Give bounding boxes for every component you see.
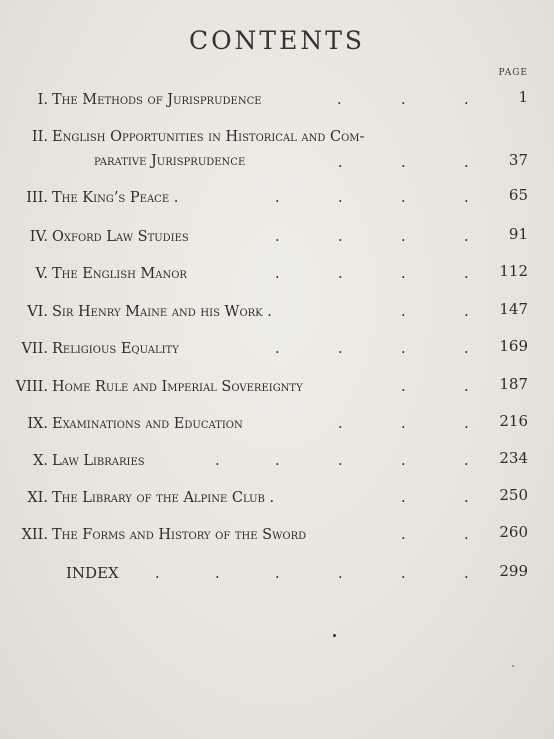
chapter-title: Law Libraries (52, 453, 145, 469)
chapter-number: III. (26, 190, 48, 206)
ink-speck (333, 634, 336, 637)
page-number: 260 (499, 523, 528, 541)
page-number: 112 (499, 262, 528, 280)
toc-entry: IV. Oxford Law Studies . . . . 91 (29, 225, 528, 245)
chapter-number: I. (37, 92, 48, 108)
page-column-label: PAGE (498, 68, 528, 78)
chapter-title: Oxford Law Studies (52, 229, 189, 245)
chapter-number: X. (33, 453, 48, 469)
page-number: 91 (508, 225, 528, 243)
page-number: 187 (499, 375, 528, 393)
toc-entry: IX. Examinations and Education . . . 216 (27, 412, 528, 432)
chapter-number: VI. (27, 304, 48, 320)
page-number: 1 (518, 88, 528, 106)
toc-entry: III. The King’s Peace . . . . . 65 (26, 186, 528, 206)
toc-entry: XI. The Library of the Alpine Club . . . 250 (27, 486, 528, 506)
page-number: 169 (499, 337, 528, 355)
toc-entry: V. The English Manor . . . . 112 (35, 262, 528, 282)
chapter-title: Home Rule and Imperial Sovereignty (52, 379, 303, 395)
chapter-title: Examinations and Education (52, 416, 243, 432)
chapter-number: IV. (29, 229, 48, 245)
chapter-title: The Library of the Alpine Club . (52, 490, 275, 506)
chapter-number: VII. (21, 341, 48, 357)
chapter-title: The Forms and History of the Sword (52, 527, 307, 543)
chapter-title: The Methods of Jurisprudence (52, 92, 262, 108)
page-number: 65 (508, 186, 528, 204)
chapter-number: V. (35, 266, 48, 282)
chapter-title: English Opportunities in Historical and Com- (52, 129, 365, 145)
toc-entry: X. Law Libraries . . . . . 234 (33, 449, 528, 469)
page-number: 216 (499, 412, 528, 430)
chapter-title: Sir Henry Maine and his Work . (52, 304, 272, 320)
chapter-title: INDEX (66, 564, 119, 582)
toc-entry: XII. The Forms and History of the Sword . . 260 (21, 523, 528, 543)
toc-entry: II. English Opportunities in Historical and Com- parative Jurisprudence . . . 37 (31, 129, 528, 171)
chapter-title: The King’s Peace . (52, 190, 179, 206)
chapter-number: IX. (27, 416, 48, 432)
page-number: 147 (499, 300, 528, 318)
toc-entry: INDEX . . . . . . 299 (66, 562, 528, 582)
toc-entry: VI. Sir Henry Maine and his Work . . . 147 (27, 300, 528, 320)
toc-entry: I. The Methods of Jurisprudence . . . 1 (37, 88, 528, 108)
page-number: 250 (499, 486, 528, 504)
toc-entry: VII. Religious Equality . . . . 169 (21, 337, 528, 357)
chapter-number: II. (31, 129, 48, 145)
page-number: 299 (499, 562, 528, 580)
chapter-number: XII. (21, 527, 48, 543)
page-title: CONTENTS (188, 26, 366, 55)
chapter-title-continued: parative Jurisprudence (94, 153, 246, 169)
chapter-number: VIII. (15, 379, 48, 395)
ink-speck (512, 665, 514, 667)
chapter-number: XI. (27, 490, 48, 506)
page-number: 234 (499, 449, 528, 467)
toc-entry: VIII. Home Rule and Imperial Sovereignty . . 187 (15, 375, 528, 395)
chapter-title: The English Manor (52, 266, 187, 282)
page-number: 37 (508, 151, 528, 169)
chapter-title: Religious Equality (52, 341, 179, 357)
